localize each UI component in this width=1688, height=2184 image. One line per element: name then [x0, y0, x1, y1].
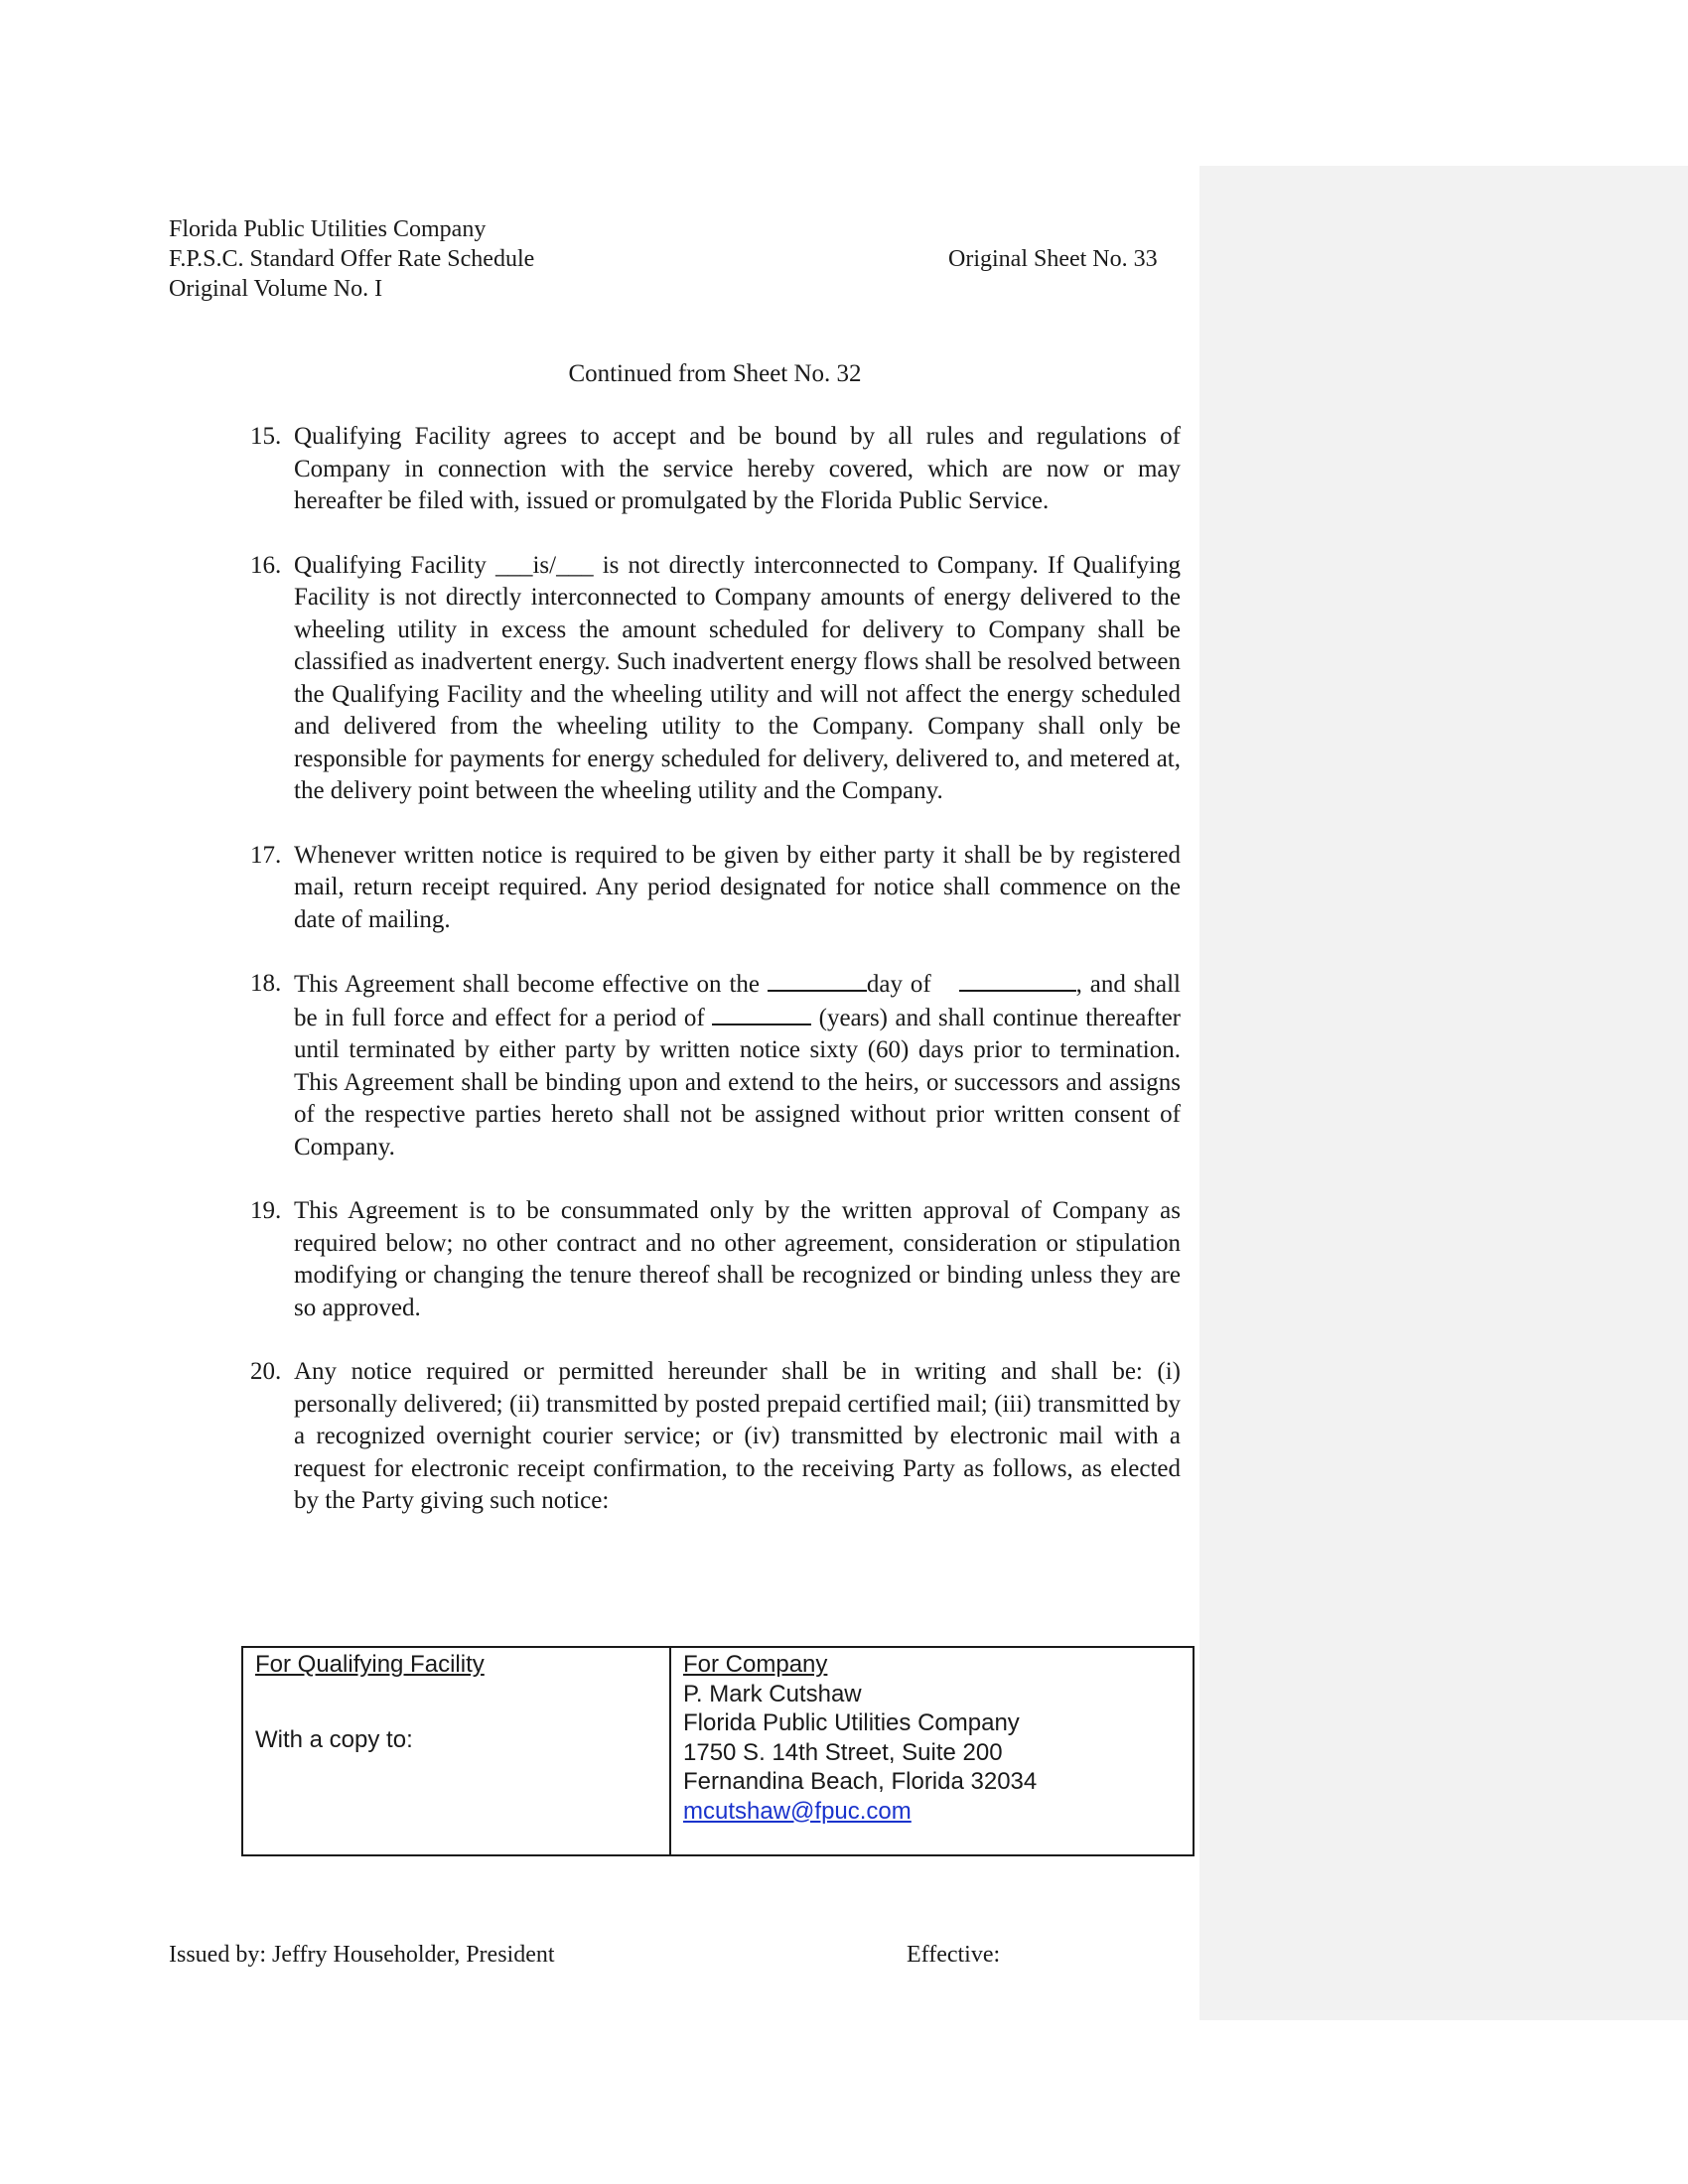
item-18: [250, 968, 1181, 1163]
item-17: [250, 840, 1181, 937]
item-text: Any notice required or permitted hereunder shall be in writing and shall be: (i) personally delivered; (ii) transmitted by posted prepaid certified mail; (iii) transmitted by a recognized overnight courier service; or (iv) transmitted by electronic mail with a request for electronic receipt confirmation, to the receiving Party as follows, as elected by the Party giving such notice:: [294, 1358, 1181, 1514]
item-19: [250, 1195, 1181, 1324]
item-number: 20.: [250, 1358, 282, 1385]
item-15: [250, 421, 1181, 518]
qualifying-facility-cell: [243, 1648, 671, 1854]
contact-street: 1750 S. 14th Street, Suite 200: [683, 1738, 1003, 1766]
contact-organization: Florida Public Utilities Company: [683, 1709, 1020, 1736]
qualifying-facility-heading: For Qualifying Facility: [255, 1651, 485, 1678]
sheet-number: Original Sheet No. 33: [948, 246, 1158, 272]
item-number: 19.: [250, 1197, 282, 1224]
item-text-part: day of: [866, 971, 939, 998]
item-number: 18.: [250, 970, 282, 997]
rate-schedule: F.P.S.C. Standard Offer Rate Schedule: [169, 246, 535, 272]
agreement-items: [250, 421, 1181, 1550]
item-16: [250, 550, 1181, 808]
contact-email-link[interactable]: mcutshaw@fpuc.com: [683, 1797, 912, 1825]
header-left: [169, 214, 534, 304]
issued-by: Issued by: Jeffry Householder, President: [169, 1942, 555, 1968]
item-text: Whenever written notice is required to be given by either party it shall be by registered mail, return receipt required. Any period designated for notice shall commence on the date of mailing.: [294, 841, 1181, 933]
company-name: Florida Public Utilities Company: [169, 216, 487, 242]
effective-label: Effective:: [907, 1942, 1001, 1968]
item-text-part: , and shall be in full force and effect for a period of: [294, 971, 1181, 1031]
contact-city: Fernandina Beach, Florida 32034: [683, 1768, 1038, 1795]
continued-note: Continued from Sheet No. 32: [568, 360, 862, 387]
item-text: This Agreement is to be consummated only by the written approval of Company as required below; no other contract and no other agreement, consideration or stipulation modifying or changing the tenure thereof shall be recognized or binding unless they are so approved.: [294, 1197, 1181, 1321]
item-text-part: (years) and shall continue thereafter until terminated by either party by written notice sixty (60) days prior to termination. This Agreement shall be binding upon and extend to the heirs, or successors and assigns of the respective parties hereto shall not be assigned without prior written consent of Company.: [294, 1004, 1181, 1160]
volume-number: Original Volume No. I: [169, 276, 383, 302]
years-blank: [712, 1002, 811, 1025]
item-text: Qualifying Facility agrees to accept and be bound by all rules and regulations of Company in connection with the service hereby covered, which are now or may hereafter be filed with, issued or promulgated by the Florida Public Service.: [294, 423, 1181, 514]
contact-name: P. Mark Cutshaw: [683, 1680, 862, 1707]
item-number: 16.: [250, 551, 282, 579]
item-number: 17.: [250, 841, 282, 869]
company-heading: For Company: [683, 1651, 828, 1678]
item-text: Qualifying Facility ___is/___ is not directly interconnected to Company. If Qualifying Facility is not directly interconnected to Company amounts of energy delivered to the wheeling utility in excess the amount scheduled for delivery to Company shall be classified as inadvertent energy. Such inadvertent energy flows shall be resolved between the Qualifying Facility and the wheeling utility and will not affect the energy scheduled and delivered from the wheeling utility to the Company. Company shall only be responsible for payments for energy scheduled for delivery, delivered to, and metered at, the delivery point between the wheeling utility and the Company.: [294, 551, 1181, 804]
comment-pane: [1199, 166, 1688, 2020]
item-text-part: This Agreement shall become effective on the: [294, 971, 768, 998]
day-blank: [768, 968, 867, 992]
item-number: 15.: [250, 423, 282, 450]
notice-address-table: [241, 1646, 1195, 1856]
month-blank: [959, 968, 1076, 992]
company-cell: [671, 1648, 1193, 1854]
item-20: [250, 1356, 1181, 1518]
copy-to-label: With a copy to:: [255, 1725, 413, 1753]
